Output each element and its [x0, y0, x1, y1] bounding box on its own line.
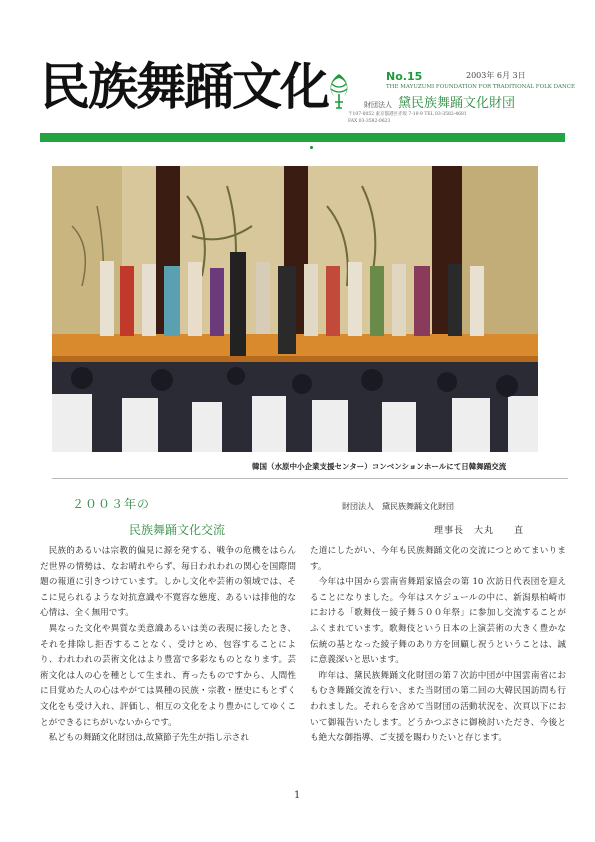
- paragraph: た道にしたがい、今年も民族舞踊文化の交流につとめてまいります。: [310, 546, 566, 572]
- header-dot: [310, 146, 313, 149]
- dance-exchange-photo: [52, 166, 538, 452]
- section-divider: [52, 478, 568, 479]
- paragraph: 異なった文化や異質な美意識あるいは美の表現に接したとき、それを排除し拒否することなく、受けとめ、包容することにより、われわれの芸術文化はより豊富で多彩なものとなります。芸術文化は人の心を種として生まれ、育ったものですから、人間性に目覚めた人の心はやがては異種の民族・宗教・歴史にもとずく文化をも受け入れ、評価し、相互の文化をより豊かにしてゆくことができるにちがいないからです。: [40, 623, 296, 728]
- article-left-column: [40, 544, 296, 747]
- issue-date: 2003年 6月 3日: [466, 71, 526, 80]
- foundation-japanese-name: 黛民族舞踊文化財団: [398, 96, 516, 111]
- dancer-logo-icon: [322, 70, 356, 114]
- author-organization: 財団法人 黛民族舞踊文化財団: [342, 502, 454, 511]
- paragraph: 昨年は、黛民族舞踊文化財団の第７次訪中団が中国雲南省におもむき舞踊交流を行い、また当財団の第二回の大韓民国訪問も行われました。それらを含めて当財団の活動状況を、次頁以下において御報告いたします。どうかつぶさに御検討いただき、今後とも絶大な御指導、ご支援を賜わりたいと存じます。: [310, 670, 566, 744]
- foundation-type: 財団法人: [364, 101, 392, 109]
- fax-line: FAX 03-3582-0623: [348, 118, 391, 124]
- foundation-address: [348, 112, 568, 126]
- address-line: 〒107-0052 東京都港区赤坂 7-10-9 TEL 03-3582-4681: [348, 112, 467, 117]
- foundation-name: [364, 92, 515, 111]
- foundation-english-name: THE MAYUZUMI FOUNDATION FOR TRADITIONAL FOLK DANCE: [386, 84, 576, 90]
- photo-caption: 韓国（水原中小企業支援センター）コンベンションホールにて日韓舞踊交流: [252, 462, 507, 471]
- masthead-title: 民族舞踊文化: [40, 58, 328, 116]
- paragraph: 今年は中国から雲南省舞蹈家協会の第 10 次訪日代表団を迎えることになりました。今年はスケジュールの中に、新潟県柏崎市における「歌舞伎－綾子舞５００年祭」に参加し交流することがふくまれています。歌舞伎という日本の上演芸術の大きく豊かな伝統の基となった綾子舞のあり方を回顧し祝うということは、誠に意義深いと思います。: [310, 577, 566, 666]
- paragraph: 民族的あるいは宗教的偏見に源を発する、戦争の危機をはらんだ世界の情勢は、なお晴れやらず、毎日われわれの関心を国際問題の報道に引きつけています。しかし文化や芸術の領域では、そこに見られるような対抗意識や不寛容な態度、あるいは排他的な心情は、全く無用です。: [40, 546, 296, 619]
- page-number: 1: [294, 790, 301, 801]
- article-heading-title: 民族舞踊文化交流: [129, 523, 226, 537]
- article-heading-year: ２００３年の: [72, 497, 151, 511]
- paragraph: 私どもの舞踊文化財団は,故黛節子先生が指し示され: [48, 733, 249, 744]
- article-right-column: [310, 544, 566, 747]
- author-name: 理事長 大丸 直: [434, 526, 525, 536]
- issue-number: No.15: [386, 70, 423, 83]
- header-green-rule: [40, 133, 565, 142]
